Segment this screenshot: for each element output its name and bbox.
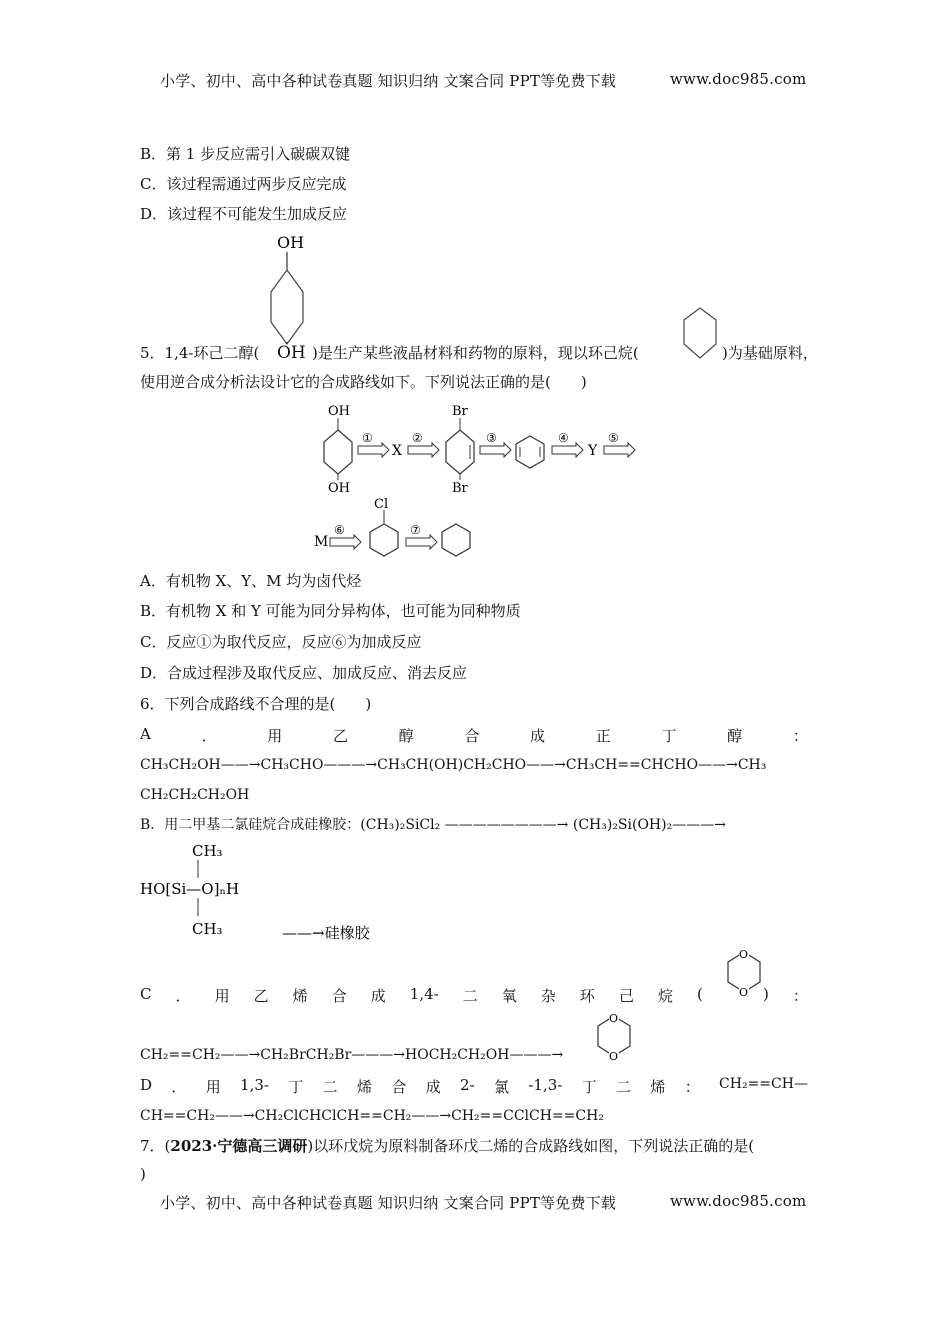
step-5: ⑤: [608, 431, 619, 445]
ch3-bottom: CH₃: [192, 920, 223, 938]
diol-top-oh: OH: [328, 404, 350, 419]
svg-text:O: O: [609, 1050, 619, 1063]
cyclohexane-icon: [680, 306, 720, 362]
br-bottom: Br: [452, 481, 468, 496]
q5-line2: 使用逆合成分析法设计它的合成路线如下。下列说法正确的是( ): [140, 373, 587, 391]
footer-text: 小学、初中、高中各种试卷真题 知识归纳 文案合同 PPT等免费下载: [160, 1194, 617, 1212]
step-3: ③: [486, 431, 497, 445]
oh-label: OH: [277, 233, 305, 252]
q5-option-a: A．有机物 X、Y、M 均为卤代烃: [140, 572, 362, 590]
step-6: ⑥: [334, 523, 345, 537]
q7-stem: 7．(2023·宁德高三调研)以环戊烷为原料制备环戊二烯的合成路线如图，下列说法正确的是(: [140, 1137, 755, 1155]
svg-text:O: O: [739, 986, 749, 999]
step-2: ②: [412, 431, 423, 445]
dioxane-icon: [592, 1012, 636, 1062]
dioxane-icon-c: [722, 948, 766, 1000]
synthesis-diagram-row2: [310, 494, 480, 564]
svg-text:O: O: [739, 948, 749, 961]
footer-url: www.doc985.com: [670, 1192, 807, 1210]
q5-oh-label: OH: [277, 343, 306, 363]
silanediol-polymer: [140, 838, 400, 948]
q5-option-c: C．反应①为取代反应，反应⑥为加成反应: [140, 633, 422, 651]
diol-bottom-oh: OH: [328, 481, 350, 496]
step-7: ⑦: [410, 523, 421, 537]
q5-prefix: 5．1,4-环己二醇(: [140, 344, 260, 362]
q6-stem: 6．下列合成路线不合理的是( ): [140, 695, 372, 713]
q5-mid: )是生产某些液晶材料和药物的原料，现以环己烷(: [312, 344, 639, 362]
br-top: Br: [452, 404, 468, 419]
q5-option-d: D．合成过程涉及取代反应、加成反应、消去反应: [140, 664, 468, 682]
intermediate-x: X: [392, 443, 402, 459]
q6-option-d-line: CH==CH₂——→CH₂ClCHClCH==CH₂——→CH₂==CClCH==CH₂: [140, 1108, 604, 1124]
q6-option-a-heading: A ． 用 乙 醇 合 成 正 丁 醇 ：: [140, 725, 808, 745]
intermediate-y: Y: [588, 443, 598, 459]
q5-option-b: B．有机物 X 和 Y 可能为同分异构体，也可能为同种物质: [140, 602, 521, 620]
header-url: www.doc985.com: [670, 70, 807, 88]
q6-option-c-line: CH₂==CH₂——→CH₂BrCH₂Br———→HOCH₂CH₂OH———→: [140, 1047, 564, 1063]
header-text: 小学、初中、高中各种试卷真题 知识归纳 文案合同 PPT等免费下载: [160, 72, 617, 90]
ch3-top: CH₃: [192, 842, 223, 860]
q6-option-d-heading: D ． 用 1,3- 丁 二 烯 合 成 2- 氯 -1,3- 丁 二 烯 ： CH₂==CH—: [140, 1076, 808, 1096]
step-4: ④: [558, 431, 569, 445]
q4-option-b: B．第 1 步反应需引入碳碳双键: [140, 145, 351, 163]
intermediate-m: M: [314, 534, 329, 550]
q7-close: ): [140, 1165, 146, 1183]
q6-option-a-line1: CH₃CH₂OH——→CH₃CHO———→CH₃CH(OH)CH₂CHO——→CH₃CH==CHCHO——→CH₃: [140, 757, 767, 773]
svg-text:O: O: [609, 1012, 619, 1025]
q6-option-b-line1: B．用二甲基二氯硅烷合成硅橡胶：(CH₃)₂SiCl₂ ————————→ (CH₃)₂Si(OH)₂———→: [140, 817, 726, 833]
cl-label: Cl: [374, 497, 389, 512]
q4-option-c: C．该过程需通过两步反应完成: [140, 175, 347, 193]
q7-source: 2023·宁德高三调研: [170, 1137, 308, 1155]
q4-option-d: D．该过程不可能发生加成反应: [140, 205, 348, 223]
q5-suffix: )为基础原料，: [722, 344, 818, 362]
q6-option-a-line2: CH₂CH₂CH₂OH: [140, 787, 250, 803]
silicone-rubber-arrow: ——→硅橡胶: [282, 924, 370, 942]
polymer-formula: HO[Si—O]ₙH: [140, 880, 240, 898]
synthesis-diagram-row1: [300, 398, 645, 498]
q6-option-c-heading: C ． 用 乙 烯 合 成 1,4- 二 氧 杂 环 己 烷 ( ) ：: [140, 985, 808, 1005]
step-1: ①: [362, 431, 373, 445]
